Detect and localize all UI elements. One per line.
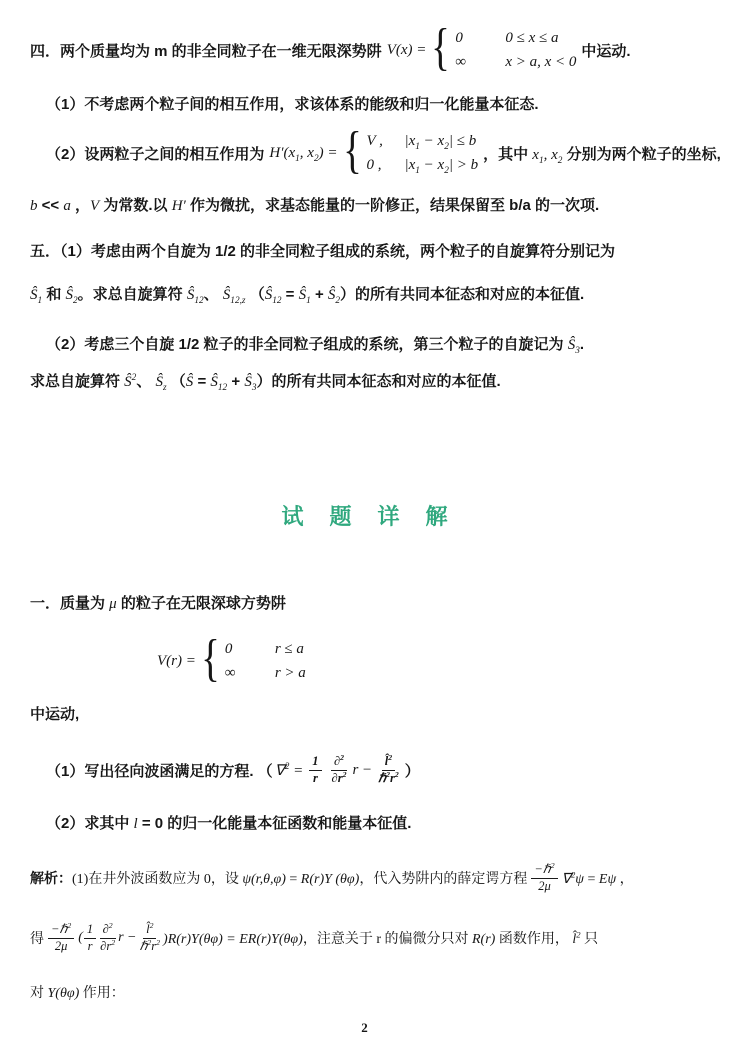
solution1-motion-text: 中运动, xyxy=(30,706,80,723)
analysis-line1 xyxy=(30,850,634,906)
derive-post: )R(r)Y(θφ) = ER(r)Y(θφ)，注意关于 r 的偏微分只对 R(r) 函数作用， l̂$^2$ 只 xyxy=(163,929,599,947)
problem4-intro-post: 中运动. xyxy=(581,42,631,60)
case-value: 0 , xyxy=(366,156,382,173)
solution1-intro-text: 一．质量为 μ 的粒子在无限深球方势阱 xyxy=(30,595,286,612)
v-of-r-line xyxy=(152,628,311,694)
numerator: −ℏ$^2$ xyxy=(48,922,74,939)
case-value: V , xyxy=(366,132,383,149)
problem5-line3 xyxy=(46,333,584,354)
problem4-intro-text: 四．两个质量均为 m 的非全同粒子在一维无限深势阱 xyxy=(30,42,382,60)
fraction-hbar2-2mu xyxy=(48,922,74,954)
solution1-part2-line xyxy=(46,812,411,833)
case-condition: $|x_1 - x_2| > b$ xyxy=(404,156,479,176)
denominator: r xyxy=(87,938,93,953)
case-row xyxy=(366,157,478,174)
problem4-part2-pre: （2）设两粒子之间的相互作用为 xyxy=(46,145,265,163)
case-row xyxy=(366,133,478,150)
case-condition: r ≤ a xyxy=(274,640,304,657)
v-of-x-lhs: V(x) = xyxy=(386,41,427,58)
h-prime-cases xyxy=(366,133,478,174)
problem5-line1-text: 五．（1）考虑由两个自旋为 1/2 的非全同粒子组成的系统，两个粒子的自旋算符分别记为 xyxy=(30,243,616,260)
v-of-r-cases xyxy=(225,641,306,682)
denominator: $\hbar^2r^2$ xyxy=(139,937,161,953)
problem4-part2-cont-text: b << a ，V 为常数.以 H′ 作为微扰，求基态能量的一阶修正，结果保留至 b/a 的一次项. xyxy=(30,197,600,214)
case-row xyxy=(455,54,576,71)
problem4-part2-cont-line xyxy=(30,194,599,215)
h-prime-lhs: $H'(x_1$, $x_2$) = xyxy=(269,144,338,164)
case-value: 0 xyxy=(455,29,463,46)
fraction-d2-dr2 xyxy=(98,922,117,954)
problem5-line2 xyxy=(30,283,584,304)
fraction-l2-hbar2r2 xyxy=(137,922,162,954)
case-condition: $|x_1 - x_2| \le b$ xyxy=(404,132,477,152)
case-condition: r > a xyxy=(274,664,306,681)
problem4-part1-line xyxy=(46,93,539,114)
page-number: 2 xyxy=(361,1020,368,1035)
numerator: ∂$^2$ xyxy=(331,754,347,771)
solution1-part1-line xyxy=(46,742,420,798)
problem4-part2-line xyxy=(46,120,721,186)
case-value: 0 xyxy=(224,640,233,657)
analysis-last-text: 对 Y(θφ) 作用： xyxy=(30,986,125,1001)
nabla-term: ∇$^2$ = xyxy=(274,761,304,779)
r-minus-term: r − xyxy=(118,930,137,945)
analysis-seg2: ∇$^2$ψ = Eψ ， xyxy=(561,869,634,887)
problem5-line3-text: （2）考虑三个自旋 1/2 粒子的非全同粒子组成的系统，第三个粒子的自旋记为 $Ŝ_3$. xyxy=(46,336,585,356)
solution1-part1-pre: （1）写出径向波函满足的方程. （ xyxy=(46,762,273,780)
r-minus-term: r − xyxy=(352,761,373,778)
denominator: $\partial r^2$ xyxy=(100,937,116,953)
analysis-label: 解析： xyxy=(30,872,72,887)
numerator: ∂$^2$ xyxy=(100,922,116,939)
solution1-motion-line xyxy=(30,703,79,724)
denominator: $\hbar^2r^2$ xyxy=(378,769,399,785)
close-paren: ） xyxy=(404,762,420,780)
left-brace-icon: { xyxy=(431,18,451,76)
v-of-x-cases xyxy=(455,30,576,71)
case-condition: 0 ≤ x ≤ a xyxy=(505,29,559,46)
problem5-line2-text: $Ŝ_1$ 和 $Ŝ_2$。求总自旋算符 $Ŝ_{12}$、 $Ŝ_{12,z}$ （$Ŝ_{12}$ = $Ŝ_1$ + $Ŝ_2$）的所有共同本征态和对应的本征值. xyxy=(30,286,585,306)
problem5-line4-text: 求总自旋算符 $Ŝ^2$、 $Ŝ_z$ （Ŝ = $Ŝ_{12}$ + $Ŝ_3$）的所有共同本征态和对应的本征值. xyxy=(30,373,501,393)
analysis-derive-line xyxy=(30,908,598,968)
analysis-last-line xyxy=(30,982,125,1002)
case-row xyxy=(225,665,306,682)
fraction-l2-hbar2r2 xyxy=(376,754,401,786)
numerator: −ℏ$^2$ xyxy=(531,862,557,879)
open-paren: ( xyxy=(78,930,83,945)
numerator: l̂$^2$ xyxy=(382,754,395,771)
analysis-seg1: (1)在井外波函数应为 0，设 ψ(r,θ,φ) = R(r)Y (θφ)，代入势阱内的薛定谔方程 xyxy=(72,872,528,887)
left-brace-icon: { xyxy=(342,121,362,179)
problem4-intro-line xyxy=(30,18,631,82)
fraction-1-over-r xyxy=(309,754,321,786)
h-prime-formula xyxy=(269,121,479,179)
problem5-line4 xyxy=(30,370,501,391)
fraction-d2-dr2 xyxy=(330,754,349,786)
problem4-part2-post: ，其中 $x_1$, $x_2$ 分别为两个粒子的坐标, xyxy=(483,145,721,166)
solution1-part2-text: （2）求其中 l = 0 的归一化能量本征函数和能量本征值. xyxy=(46,815,412,832)
problem5-line1 xyxy=(30,240,615,261)
solution1-intro-line xyxy=(30,592,286,613)
case-value: ∞ xyxy=(224,664,236,681)
numerator: l̂$^2$ xyxy=(143,922,156,939)
v-of-x-formula xyxy=(386,18,577,76)
denominator: 2μ xyxy=(54,938,68,953)
problem4-part1-text: （1）不考虑两个粒子间的相互作用，求该体系的能级和归一化能量本征态. xyxy=(46,96,539,113)
case-value: ∞ xyxy=(455,53,467,70)
denominator: r xyxy=(312,770,318,785)
fraction-hbar2-2mu xyxy=(531,862,557,894)
v-of-r-formula xyxy=(157,629,306,687)
numerator: 1 xyxy=(309,754,321,771)
section-heading: 试题详解 xyxy=(281,504,474,529)
denominator: 2μ xyxy=(538,878,551,893)
case-condition: x > a, x < 0 xyxy=(505,53,577,70)
denominator: $\partial r^2$ xyxy=(331,769,347,785)
derive-pre: 得 xyxy=(30,932,44,947)
v-of-r-lhs: V(r) = xyxy=(157,652,196,669)
case-row xyxy=(225,641,306,658)
fraction-1-over-r xyxy=(84,922,96,954)
left-brace-icon: { xyxy=(200,629,220,687)
case-row xyxy=(455,30,576,47)
numerator: 1 xyxy=(84,922,96,939)
